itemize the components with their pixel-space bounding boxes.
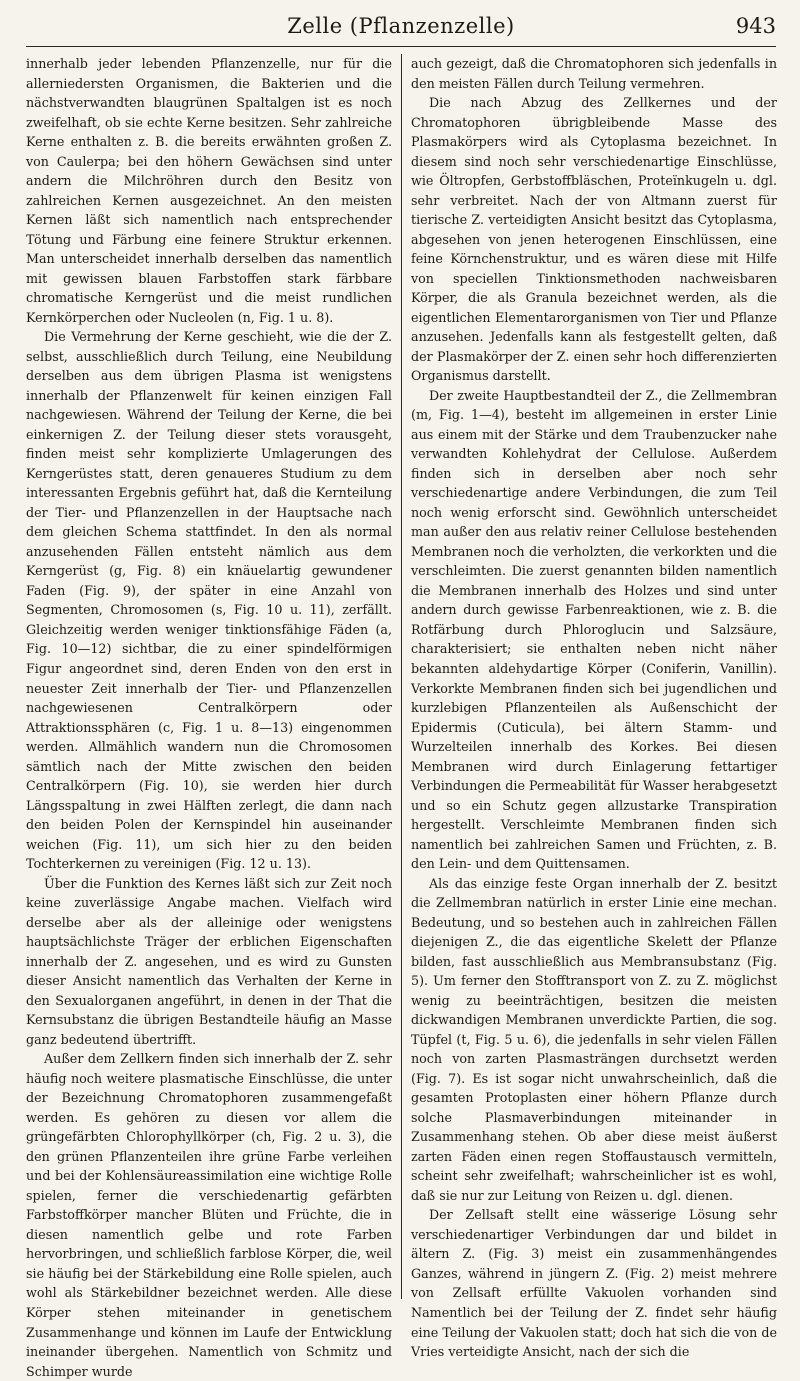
paragraph: Die nach Abzug des Zellkernes und der Chromatophoren übrigbleibende Masse des Plasmakörpers wird als Cytoplasma bezeichnet. In diesem sind noch sehr verschiedenartige Einschlüsse, wie Öltropfen, Gerbstoffbläschen, Proteïnkugeln u. dgl. sehr verbreitet. Nach der von Altmann zuerst für tierische Z. verteidigten Ansicht besitzt das Cytoplasma, abgesehen von jenen heterogenen Einschlüssen, eine feine Körnchenstruktur, und es wären diese mit Hilfe von speciellen Tinktionsmethoden nachweisbaren Körper, die als Granula bezeichnet werden, als die eigentlichen Elementarorganismen von Tier und Pflanze anzusehen. Jedenfalls kann als festgestellt gelten, daß der Plasmakörper der Z. einen sehr hoch differenzierten Organismus darstellt.: [411, 95, 777, 384]
page-number: 943: [735, 14, 776, 38]
paragraph: Die Vermehrung der Kerne geschieht, wie die der Z. selbst, ausschließlich durch Teilung, eine Neubildung derselben aus dem übrigen Plasma ist wenigstens innerhalb der Pflanzenwelt für keinen einzigen Fall nachgewiesen. Während der Teilung der Kerne, die bei einkernigen Z. der Teilung dieser stets vorausgeht, finden meist sehr komplizierte Umlagerungen des Kerngerüstes statt, deren genaueres Studium zu dem interessanten Ergebnis geführt hat, daß die Kernteilung der Tier- und Pflanzenzellen in der Hauptsache nach dem gleichen Schema stattfindet. In den als normal anzusehenden Fällen entsteht nämlich aus dem Kerngerüst (g, Fig. 8) ein knäuelartig gewundener Faden (Fig. 9), der später in eine Anzahl von Segmenten, Chromosomen (s, Fig. 10 u. 11), zerfällt. Gleichzeitig werden weniger tinktionsfähige Fäden (a, Fig. 10—12) sichtbar, die zu einer spindelförmigen Figur angeordnet sind, deren Enden von den erst in neuester Zeit innerhalb der Tier- und Pflanzenzellen nachgewiesenen Centralkörpern oder Attraktionssphären (c, Fig. 1 u. 8—13) eingenommen werden. Allmählich wandern nun die Chromosomen sämtlich nach der Mitte zwischen den beiden Centralkörpern (Fig. 10), sie werden hier durch Längsspaltung in zwei Hälften zerlegt, die dann nach den beiden Polen der Kernspindel hin auseinander weichen (Fig. 11), um sich hier zu den beiden Tochterkernen zu vereinigen (Fig. 12 u. 13).: [26, 329, 392, 872]
right-column: [411, 54, 777, 1360]
paragraph: Als das einzige feste Organ innerhalb der Z. besitzt die Zellmembran natürlich in erster Linie eine mechan. Bedeutung, und so bestehen auch in zahlreichen Fällen diejenigen Z., die das eigentliche Skelett der Pflanze bilden, fast ausschließlich aus Membransubstanz (Fig. 5). Um ferner den Stofftransport von Z. zu Z. möglichst wenig zu beeinträchtigen, besitzen die meisten dickwandigen Membranen unverdickte Partien, die sog. Tüpfel (t, Fig. 5 u. 6), die jedenfalls in sehr vielen Fällen noch von zarten Plasmasträngen durchsetzt werden (Fig. 7). Es ist sogar nicht unwahrscheinlich, daß die gesamten Protoplasten einer höhern Pflanze durch solche Plasmaverbindungen miteinander in Zusammenhang stehen. Ob aber diese meist äußerst zarten Fäden einen regen Stoffaustausch vermitteln, scheint sehr zweifelhaft; wahrscheinlicher ist es wohl, daß sie nur zur Leitung von Reizen u. dgl. dienen.: [411, 875, 777, 1203]
paragraph: auch gezeigt, daß die Chromatophoren sich jedenfalls in den meisten Fällen durch Teilung vermehren.: [411, 56, 777, 91]
paragraph: Der Zellsaft stellt eine wässerige Lösung sehr verschiedenartiger Verbindungen dar und bildet in ältern Z. (Fig. 3) meist ein zusammenhängendes Ganzes, während in jüngern Z. (Fig. 2) meist mehrere von Zellsaft erfüllte Vakuolen vorhanden sind Namentlich bei der Teilung der Z. findet sehr häufig eine Teilung der Vakuolen statt; doch hat sich die von de Vries verteidigte Ansicht, nach der sich die: [411, 1207, 777, 1360]
left-column: [26, 54, 392, 1379]
paragraph: Der zweite Hauptbestandteil der Z., die Zellmembran (m, Fig. 1—4), besteht im allgemeinen in erster Linie aus einem mit der Stärke und dem Traubenzucker nahe verwandten Kohlehydrat der Cellulose. Außerdem finden sich in derselben aber noch sehr verschiedenartige andere Verbindungen, die zum Teil noch wenig erforscht sind. Gewöhnlich unterscheidet man außer den aus relativ reiner Cellulose bestehenden Membranen noch die verholzten, die verkorkten und die verschleimten. Die zuerst genannten bilden namentlich die Membranen innerhalb des Holzes und sind unter andern durch gewisse Farbenreaktionen, wie z. B. die Rotfärbung durch Phloroglucin und Salzsäure, charakterisiert; sie enthalten neben nicht näher bekannten aldehydartige Körper (Coniferin, Vanillin). Verkorkte Membranen finden sich bei jugendlichen und kurzlebigen Pflanzenteilen als Außenschicht der Epidermis (Cuticula), bei ältern Stamm- und Wurzelteilen innerhalb des Korkes. Bei diesen Membranen wird durch Einlagerung fettartiger Verbindungen die Permeabilität für Wasser herabgesetzt und so ein Schutz gegen allzustarke Transpiration hergestellt. Verschleimte Membranen finden sich namentlich bei zahlreichen Samen und Früchten, z. B. den Lein- und dem Quittensamen.: [411, 387, 777, 872]
paragraph: Außer dem Zellkern finden sich innerhalb der Z. sehr häufig noch weitere plasmatische Einschlüsse, die unter der Bezeichnung Chromatophoren zusammengefaßt werden. Es gehören zu diesen vor allem die grüngefärbten Chlorophyllkörper (ch, Fig. 2 u. 3), die den grünen Pflanzenteilen ihre grüne Farbe verleihen und bei der Kohlensäureassimilation eine wichtige Rolle spielen, ferner die verschiedenartig gefärbten Farbstoffkörper mancher Blüten und Früchte, die in diesen namentlich gelbe und rote Farben hervorbringen, und schließlich farblose Körper, die, weil sie häufig bei der Stärkebildung eine Rolle spielen, auch wohl als Stärkebildner bezeichnet werden. Alle diese Körper stehen miteinander in genetischem Zusammenhange und können im Laufe der Entwicklung ineinander übergehen. Namentlich von Schmitz und Schimper wurde: [26, 1051, 392, 1379]
running-title: Zelle (Pflanzenzelle): [287, 14, 515, 38]
text-columns: [26, 54, 777, 1379]
page-header: [26, 8, 776, 47]
paragraph: innerhalb jeder lebenden Pflanzenzelle, nur für die allerniedersten Organismen, die Bakterien und die nächstverwandten blaugrünen Spaltalgen ist es noch zweifelhaft, ob sie echte Kerne besitzen. Sehr zahlreiche Kerne enthalten z. B. die bereits erwähnten großen Z. von Caulerpa; bei den höhern Gewächsen sind unter andern die Milchröhren durch den Besitz von zahlreichen Kernen ausgezeichnet. An den meisten Kernen läßt sich namentlich nach entsprechender Tötung und Färbung eine feinere Struktur erkennen. Man unterscheidet innerhalb derselben das namentlich mit gewissen blauen Farbstoffen stark färbbare chromatische Kerngerüst und die meist rundlichen Kernkörperchen oder Nucleolen (n, Fig. 1 u. 8).: [26, 56, 392, 325]
column-divider: [401, 54, 402, 1299]
paragraph: Über die Funktion des Kernes läßt sich zur Zeit noch keine zuverlässige Angabe machen. Vielfach wird derselbe aber als der alleinige oder wenigstens hauptsächlichste Träger der erblichen Eigenschaften innerhalb der Z. angesehen, und es wird zu Gunsten dieser Ansicht namentlich das Verhalten der Kerne in den Sexualorganen angeführt, in denen in der That die Kernsubstanz die übrigen Bestandteile häufig an Masse ganz bedeutend übertrifft.: [26, 875, 392, 1047]
